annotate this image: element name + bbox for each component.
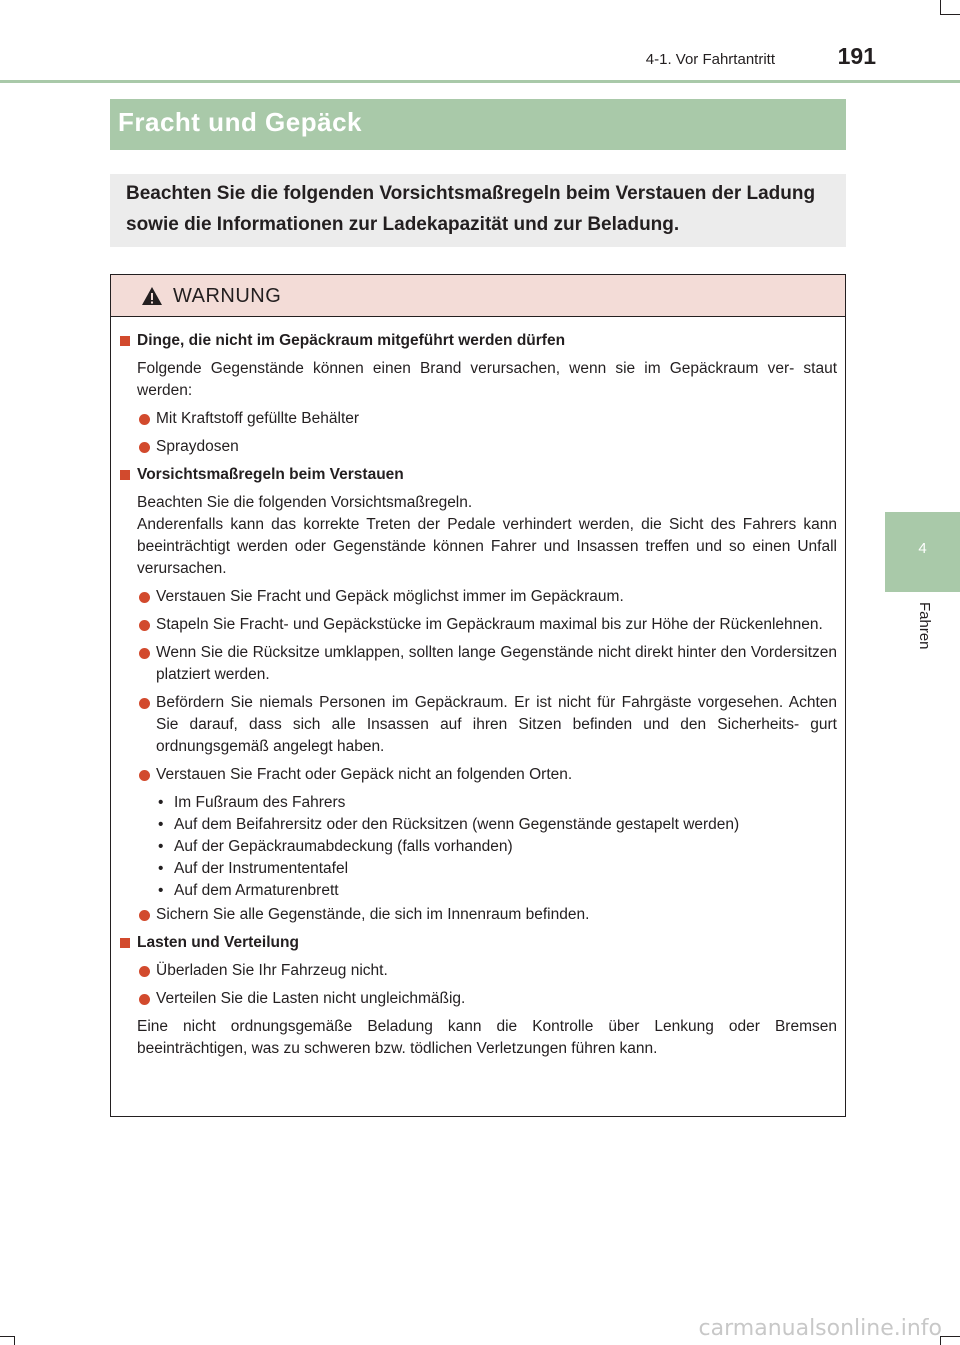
sub-bullet-text: Auf dem Beifahrersitz oder den Rücksitzen (wenn Gegenstände gestapelt werden) (174, 816, 740, 833)
warning-triangle-icon (141, 286, 163, 306)
sub-bullet-text: Auf dem Armaturenbrett (174, 882, 339, 899)
bullet-item (119, 436, 837, 458)
bullet-text: Verteilen Sie die Lasten nicht ungleichmäßig. (156, 990, 466, 1007)
round-bullet-icon (139, 698, 150, 709)
sub-bullet-text: Auf der Gepäckraumabdeckung (falls vorhanden) (174, 838, 513, 855)
sub-bullet-item (119, 880, 837, 902)
sub-bullet-text: Auf der Instrumententafel (174, 860, 349, 877)
sub-bullet-item (119, 836, 837, 858)
bullet-text: Wenn Sie die Rücksitze umklappen, sollten lange Gegenstände nicht direkt hinter den Vordersitzen platziert werden. (156, 644, 837, 683)
bullet-item (119, 904, 837, 926)
crop-mark (14, 1336, 15, 1345)
intro-box (110, 174, 846, 247)
sub-bullet-list (119, 792, 837, 902)
page-number: 191 (837, 43, 876, 69)
chapter-tab (885, 512, 960, 592)
bullet-text: Stapeln Sie Fracht- und Gepäckstücke im Gepäckraum maximal bis zur Höhe der Rückenlehnen. (156, 616, 823, 633)
crop-mark (940, 0, 941, 14)
bullet-text: Befördern Sie niemals Personen im Gepäckraum. Er ist nicht für Fahrgäste vorgesehen. Achten Sie darauf, dass sich alle Insassen auf ihren Sitzen befinden und den Sicherheits- gurt ordnungsgemäß angelegt haben. (156, 694, 837, 755)
bullet-item (119, 764, 837, 786)
small-dot-icon: • (158, 860, 164, 877)
section-title: Fracht und Gepäck (118, 107, 362, 137)
warning-body (119, 330, 837, 1066)
small-dot-icon: • (158, 816, 164, 833)
chapter-tab-label: Fahren (916, 602, 933, 650)
bullet-text: Überladen Sie Ihr Fahrzeug nicht. (156, 962, 388, 979)
round-bullet-icon (139, 966, 150, 977)
paragraph-line: Anderenfalls kann das korrekte Treten der Pedale verhindert werden, die Sicht des Fahrers kann beeinträchtigt werden oder Gegenstände können Fahrer und Insassen treffen und so einen Unfall verursachen. (137, 516, 837, 577)
header-divider (0, 80, 960, 83)
bullet-text: Sichern Sie alle Gegenstände, die sich im Innenraum befinden. (156, 906, 590, 923)
paragraph: Folgende Gegenstände können einen Brand verursachen, wenn sie im Gepäckraum ver- staut werden: (137, 360, 837, 399)
sub-bullet-item (119, 792, 837, 814)
warning-box (110, 274, 846, 1117)
chapter-title: 4-1. Vor Fahrtantritt (645, 51, 775, 68)
sub-bullet-item (119, 814, 837, 836)
square-bullet-icon (120, 470, 130, 480)
sub-bullet-text: Im Fußraum des Fahrers (174, 794, 346, 811)
intro-text: Beachten Sie die folgenden Vorsichtsmaßregeln beim Verstauen der Ladung sowie die Informationen zur Ladekapazität und zur Beladung. (126, 183, 816, 235)
sub-bullet-item (119, 858, 837, 880)
crop-mark (940, 1336, 960, 1337)
section-heading-text: Vorsichtsmaßregeln beim Verstauen (137, 466, 404, 483)
bullet-text: Mit Kraftstoff gefüllte Behälter (156, 410, 360, 427)
section-heading (119, 932, 837, 954)
round-bullet-icon (139, 620, 150, 631)
chapter-tab-number: 4 (918, 540, 927, 557)
bullet-item (119, 586, 837, 608)
bullet-item (119, 408, 837, 430)
section-title-bar (110, 99, 846, 150)
bullet-item (119, 960, 837, 982)
small-dot-icon: • (158, 882, 164, 899)
round-bullet-icon (139, 648, 150, 659)
bullet-item (119, 692, 837, 758)
paragraph (119, 492, 837, 580)
paragraph-line: Beachten Sie die folgenden Vorsichtsmaßregeln. (137, 494, 473, 511)
bullet-text: Spraydosen (156, 438, 239, 455)
bullet-item (119, 642, 837, 686)
bullet-item (119, 988, 837, 1010)
paragraph: Eine nicht ordnungsgemäße Beladung kann die Kontrolle über Lenkung oder Bremsen beeinträchtigen, was zu schweren bzw. tödlichen Verletzungen führen kann. (137, 1018, 837, 1057)
warning-header (111, 275, 845, 317)
bullet-text: Verstauen Sie Fracht und Gepäck möglichst immer im Gepäckraum. (156, 588, 624, 605)
small-dot-icon: • (158, 794, 164, 811)
small-dot-icon: • (158, 838, 164, 855)
square-bullet-icon (120, 336, 130, 346)
round-bullet-icon (139, 592, 150, 603)
round-bullet-icon (139, 770, 150, 781)
section-heading (119, 464, 837, 486)
round-bullet-icon (139, 910, 150, 921)
watermark: carmanualsonline.info (698, 1316, 942, 1341)
chapter-tab-label-wrap (915, 602, 935, 672)
round-bullet-icon (139, 442, 150, 453)
bullet-item (119, 614, 837, 636)
round-bullet-icon (139, 994, 150, 1005)
crop-mark (0, 1336, 14, 1337)
round-bullet-icon (139, 414, 150, 425)
square-bullet-icon (120, 938, 130, 948)
section-heading (119, 330, 837, 352)
section-heading-text: Lasten und Verteilung (137, 934, 299, 951)
warning-title: WARNUNG (173, 285, 282, 307)
bullet-text: Verstauen Sie Fracht oder Gepäck nicht an folgenden Orten. (156, 766, 573, 783)
section-heading-text: Dinge, die nicht im Gepäckraum mitgeführt werden dürfen (137, 332, 566, 349)
crop-mark (940, 14, 960, 15)
